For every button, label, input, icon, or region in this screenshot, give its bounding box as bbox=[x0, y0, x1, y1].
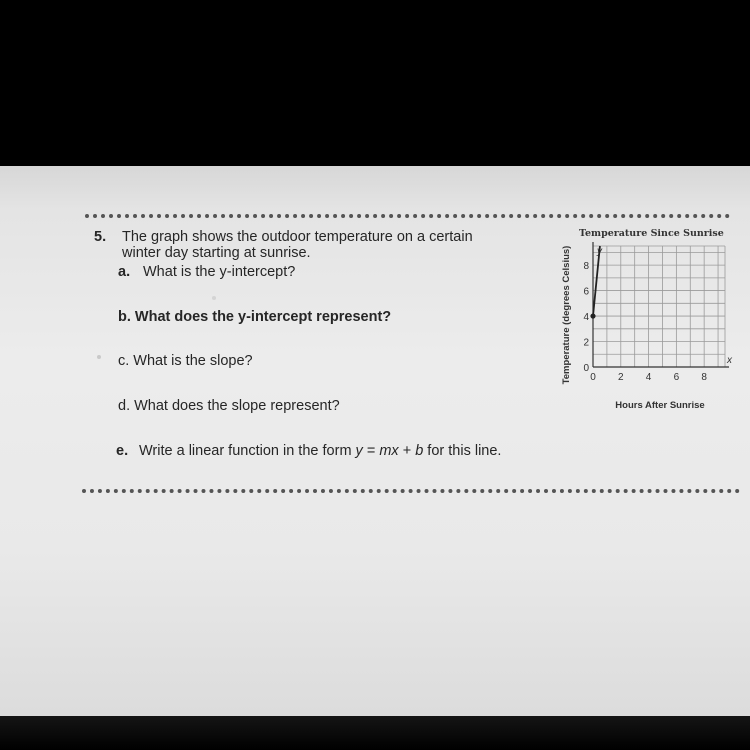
part-e-text-after: for this line. bbox=[423, 443, 502, 459]
temperature-chart bbox=[555, 222, 750, 417]
dotted-divider-bottom bbox=[82, 489, 740, 493]
y-tick-label: 8 bbox=[583, 261, 589, 273]
equation-equals: = bbox=[362, 443, 380, 459]
part-a-letter: a. bbox=[118, 264, 131, 280]
part-e-text-before: Write a linear function in the fo bbox=[139, 443, 335, 459]
part-c-question bbox=[118, 353, 253, 369]
x-tick-label: 4 bbox=[645, 372, 652, 383]
chart-tick-labels bbox=[583, 261, 707, 383]
y-intercept-point bbox=[590, 313, 595, 318]
x-tick-label: 8 bbox=[701, 372, 707, 383]
y-tick-label: 0 bbox=[583, 363, 589, 374]
chart-axes bbox=[593, 242, 733, 367]
pencil-smudge bbox=[212, 296, 216, 300]
part-b-label: b. What does the y-intercept represent? bbox=[118, 309, 392, 325]
part-b-question bbox=[118, 309, 391, 325]
y-tick-label: 6 bbox=[583, 286, 589, 298]
part-e-question bbox=[139, 443, 501, 459]
equation-mx: mx bbox=[379, 443, 399, 459]
part-a-question: What is the y-intercept? bbox=[143, 264, 296, 280]
part-e-text-m: m bbox=[339, 443, 356, 459]
dotted-divider-top bbox=[85, 214, 730, 218]
part-e-text-r: r bbox=[334, 443, 340, 459]
y-axis-letter: y bbox=[597, 246, 602, 257]
part-d-question bbox=[118, 398, 340, 414]
chart-grid bbox=[593, 246, 725, 367]
question-stem-line-1: The graph shows the outdoor temperature on a certain bbox=[122, 229, 473, 245]
screen-bezel bbox=[0, 716, 750, 750]
equation-y: y bbox=[355, 443, 363, 459]
part-e-letter: e. bbox=[116, 443, 129, 459]
x-tick-label: 2 bbox=[618, 372, 624, 383]
x-axis-label: Hours After Sunrise bbox=[615, 400, 705, 411]
x-tick-label: 6 bbox=[673, 372, 680, 383]
y-axis-label: Temperature (degrees Celsius) bbox=[561, 245, 572, 385]
part-d-label: d. What does the slope represent? bbox=[118, 398, 340, 414]
equation-plus: + bbox=[398, 443, 416, 459]
chart-series bbox=[590, 246, 600, 319]
x-tick-label: 0 bbox=[590, 372, 596, 383]
x-axis-letter: x bbox=[727, 355, 732, 366]
y-tick-label: 2 bbox=[583, 337, 589, 349]
part-c-label: c. What is the slope? bbox=[118, 353, 253, 369]
question-stem-line-2: winter day starting at sunrise. bbox=[122, 245, 311, 261]
pencil-smudge bbox=[97, 355, 101, 359]
chart-title: Temperature Since Sunrise bbox=[579, 228, 724, 239]
equation-b: b bbox=[415, 443, 424, 459]
question-number: 5. bbox=[94, 229, 107, 245]
y-tick-label: 4 bbox=[583, 312, 589, 324]
